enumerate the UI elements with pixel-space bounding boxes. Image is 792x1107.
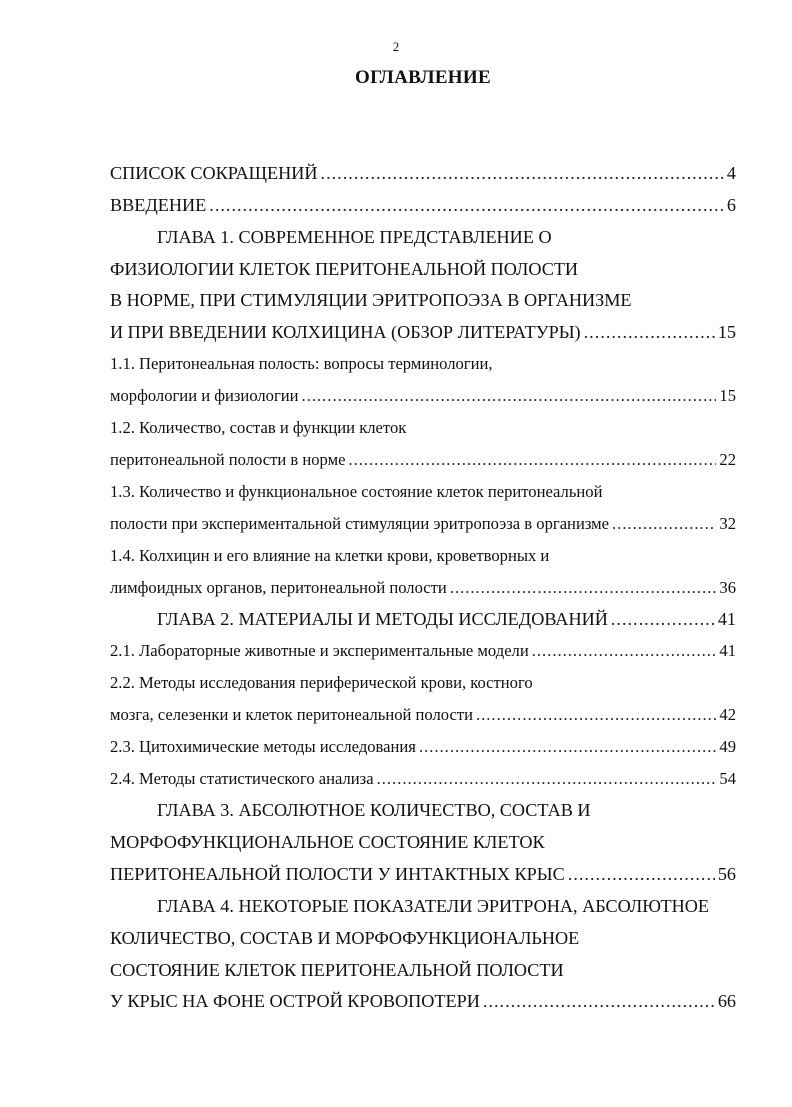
toc-entry-page: 6	[726, 195, 736, 215]
toc-leader	[476, 705, 716, 725]
toc-entry	[110, 832, 736, 856]
toc-entry-page: 54	[719, 769, 736, 788]
toc-leader	[450, 578, 717, 598]
toc-entry	[110, 482, 736, 506]
toc-entry	[110, 546, 736, 570]
toc-entry-text: У КРЫС НА ФОНЕ ОСТРОЙ КРОВОПОТЕРИ	[110, 991, 480, 1011]
toc-leader	[419, 737, 716, 757]
toc-entry	[110, 163, 736, 187]
toc-entry-text: перитонеальной полости в норме	[110, 450, 346, 469]
toc-entry-text: 1.3. Количество и функциональное состояние клеток перитонеальной	[110, 482, 603, 501]
toc-leader	[348, 450, 716, 470]
toc-leader	[612, 514, 716, 534]
toc-entry-page: 15	[717, 322, 736, 342]
toc-entry	[110, 514, 736, 538]
toc-entry-page: 22	[719, 450, 736, 469]
toc-leader	[568, 864, 715, 885]
toc-entry-text: ПЕРИТОНЕАЛЬНОЙ ПОЛОСТИ У ИНТАКТНЫХ КРЫС	[110, 864, 565, 884]
toc-entry-text: И ПРИ ВВЕДЕНИИ КОЛХИЦИНА (ОБЗОР ЛИТЕРАТУРЫ)	[110, 322, 581, 342]
toc-entry-page: 49	[719, 737, 736, 756]
toc-entry-text: мозга, селезенки и клеток перитонеальной полости	[110, 705, 473, 724]
page-title: ОГЛАВЛЕНИЕ	[355, 67, 491, 88]
toc-entry-text: ГЛАВА 4. НЕКОТОРЫЕ ПОКАЗАТЕЛИ ЭРИТРОНА, АБСОЛЮТНОЕ	[157, 896, 709, 916]
toc-entry	[157, 896, 736, 920]
toc-entry	[110, 386, 736, 410]
toc-entry	[110, 195, 736, 219]
toc-entry-text: 2.2. Методы исследования периферической крови, костного	[110, 673, 533, 692]
toc-entry-text: КОЛИЧЕСТВО, СОСТАВ И МОРФОФУНКЦИОНАЛЬНОЕ	[110, 928, 580, 948]
toc-entry	[110, 641, 736, 665]
toc-entry	[110, 290, 736, 314]
toc-entry	[110, 960, 736, 984]
toc-entry	[110, 769, 736, 793]
toc-leader	[209, 195, 724, 216]
toc-entry	[110, 737, 736, 761]
toc-entry	[110, 928, 736, 952]
toc-entry-page: 4	[726, 163, 736, 183]
toc-leader	[302, 386, 717, 406]
toc-entry-page: 15	[719, 386, 736, 405]
toc-entry-text: ФИЗИОЛОГИИ КЛЕТОК ПЕРИТОНЕАЛЬНОЙ ПОЛОСТИ	[110, 259, 579, 279]
toc-entry-text: 2.1. Лабораторные животные и экспериментальные модели	[110, 641, 529, 660]
toc-entry-text: лимфоидных органов, перитонеальной полости	[110, 578, 447, 597]
toc-entry	[110, 991, 736, 1015]
toc-entry-page: 36	[719, 578, 736, 597]
toc-leader	[321, 163, 724, 184]
toc-entry-text: полости при экспериментальной стимуляции эритропоэза в организме	[110, 514, 610, 533]
toc-entry-text: 1.2. Количество, состав и функции клеток	[110, 418, 407, 437]
page-number: 2	[392, 39, 400, 54]
toc-entry-text: ГЛАВА 2. МАТЕРИАЛЫ И МЕТОДЫ ИССЛЕДОВАНИЙ	[157, 609, 608, 629]
toc-entry-text: 1.1. Перитонеальная полость: вопросы терминологии,	[110, 354, 493, 373]
toc-entry	[110, 450, 736, 474]
toc-entry	[157, 227, 736, 251]
toc-entry	[110, 673, 736, 697]
toc-entry	[157, 800, 736, 824]
toc-entry-page: 66	[717, 991, 736, 1011]
toc-leader	[611, 609, 715, 630]
toc-entry-page: 41	[717, 609, 736, 629]
toc-entry-text: СПИСОК СОКРАЩЕНИЙ	[110, 163, 318, 183]
toc-entry-text: морфологии и физиологии	[110, 386, 299, 405]
toc-entry-page: 41	[719, 641, 736, 660]
toc-entry	[110, 705, 736, 729]
toc-entry	[110, 354, 736, 378]
toc-entry	[110, 578, 736, 602]
toc-entry	[110, 322, 736, 346]
toc-entry-text: ГЛАВА 3. АБСОЛЮТНОЕ КОЛИЧЕСТВО, СОСТАВ И	[157, 800, 591, 820]
toc-entry-text: 1.4. Колхицин и его влияние на клетки крови, кроветворных и	[110, 546, 550, 565]
toc-leader	[377, 769, 717, 789]
toc-entry-text: В НОРМЕ, ПРИ СТИМУЛЯЦИИ ЭРИТРОПОЭЗА В ОРГАНИЗМЕ	[110, 290, 632, 310]
toc-entry-text: МОРФОФУНКЦИОНАЛЬНОЕ СОСТОЯНИЕ КЛЕТОК	[110, 832, 545, 852]
toc-entry-text: 2.4. Методы статистического анализа	[110, 769, 374, 788]
toc-entry	[157, 609, 736, 633]
toc-entry	[110, 418, 736, 442]
toc-entry-page: 32	[719, 514, 736, 533]
toc-entry-page: 56	[717, 864, 736, 884]
toc-entry-text: ВВЕДЕНИЕ	[110, 195, 207, 215]
toc-entry	[110, 259, 736, 283]
toc-leader	[584, 322, 715, 343]
toc-entry	[110, 864, 736, 888]
toc-leader	[532, 641, 717, 661]
toc-entry-page: 42	[719, 705, 736, 724]
toc-entry-text: СОСТОЯНИЕ КЛЕТОК ПЕРИТОНЕАЛЬНОЙ ПОЛОСТИ	[110, 960, 564, 980]
toc-leader	[483, 991, 715, 1012]
toc-entry-text: ГЛАВА 1. СОВРЕМЕННОЕ ПРЕДСТАВЛЕНИЕ О	[157, 227, 552, 247]
toc-entry-text: 2.3. Цитохимические методы исследования	[110, 737, 416, 756]
